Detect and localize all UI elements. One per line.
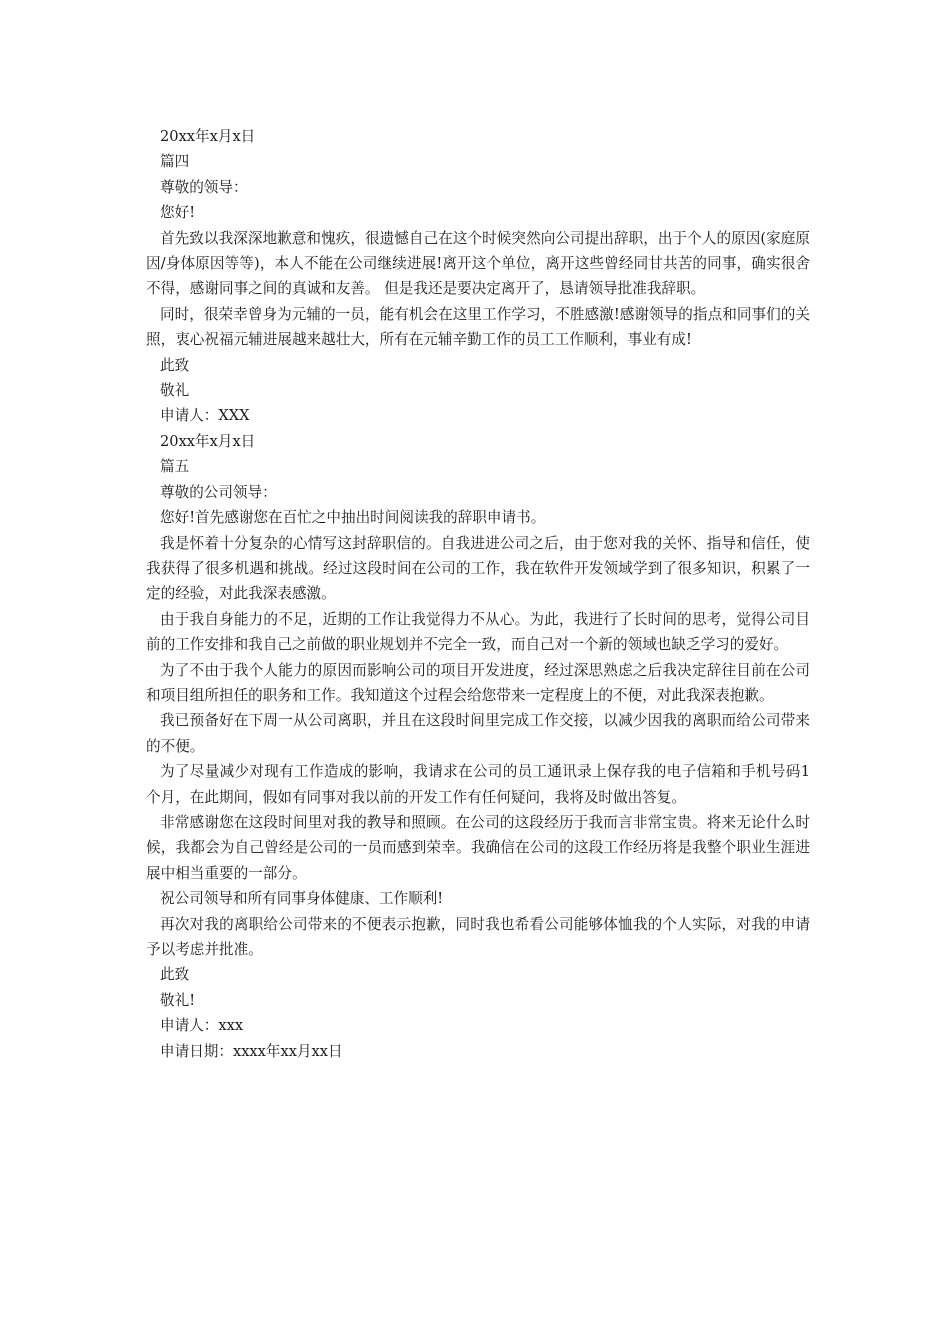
date-line: 20xx年x月x日 (160, 128, 256, 145)
paragraph: 我是怀着十分复杂的心情写这封辞职信的。自我进进公司之后，由于您对我的关怀、指导和信任，使我获得了很多机遇和挑战。经过这段时间在公司的工作，我在软件开发领域学到了很多知识，积累了一定的经验，对此我深表感激。 (146, 534, 810, 603)
section-heading: 篇五 (160, 458, 190, 476)
document-body (146, 124, 810, 1064)
paragraph: 再次对我的离职给公司带来的不便表示抱歉，同时我也希看公司能够体恤我的个人实际，对我的申请予以考虑并批准。 (146, 915, 810, 958)
closing: 敬礼 (160, 382, 190, 400)
date-line: 20xx年x月x日 (160, 432, 256, 450)
salutation: 尊敬的公司领导： (160, 483, 277, 501)
applicant-line: 申请人：xxx (160, 1017, 244, 1035)
closing: 此致 (160, 966, 190, 984)
paragraph: 首先致以我深深地歉意和愧疚，很遗憾自己在这个时候突然向公司提出辞职，出于个人的原因(家庭原因/身体原因等等)，本人不能在公司继续进展!离开这个单位，离开这些曾经同甘共苦的同事，确实很舍不得，感谢同事之间的真诚和友善。 但是我还是要决定离开了，恳请领导批准我辞职。 (146, 229, 810, 298)
greeting: 您好!首先感谢您在百忙之中抽出时间阅读我的辞职申请书。 (160, 509, 546, 527)
paragraph: 为了不由于我个人能力的原因而影响公司的项目开发进度，经过深思熟虑之后我决定辞往目前在公司和项目组所担任的职务和工作。我知道这个过程会给您带来一定程度上的不便，对此我深表抱歉。 (146, 661, 810, 704)
paragraph: 我已预备好在下周一从公司离职，并且在这段时间里完成工作交接，以减少因我的离职而给公司带来的不便。 (146, 712, 810, 755)
paragraph: 由于我自身能力的不足，近期的工作让我觉得力不从心。为此，我进行了长时间的思考，觉得公司目前的工作安排和我自己之前做的职业规划并不完全一致，而自己对一个新的领域也缺乏学习的爱好。 (146, 610, 810, 654)
application-date: 申请日期：xxxx年xx月xx日 (160, 1042, 343, 1060)
paragraph: 非常感谢您在这段时间里对我的教导和照顾。在公司的这段经历于我而言非常宝贵。将来无论什么时候，我都会为自己曾经是公司的一员而感到荣幸。我确信在公司的这段工作经历将是我整个职业生涯进展中相当重要的一部分。 (146, 813, 810, 882)
paragraph: 同时，很荣幸曾身为元辅的一员，能有机会在这里工作学习，不胜感激!感谢领导的指点和同事们的关照，衷心祝福元辅进展越来越壮大，所有在元辅辛勤工作的员工工作顺利，事业有成! (146, 305, 810, 349)
greeting: 您好! (160, 204, 196, 222)
salutation: 尊敬的领导： (160, 178, 248, 196)
paragraph: 为了尽量减少对现有工作造成的影响，我请求在公司的员工通讯录上保存我的电子信箱和手机号码1个月，在此期间，假如有同事对我以前的开发工作有任何疑问，我将及时做出答复。 (146, 763, 810, 806)
closing: 此致 (160, 356, 190, 374)
paragraph: 祝公司领导和所有同事身体健康、工作顺利! (160, 890, 444, 908)
applicant-line: 申请人：XXX (160, 407, 250, 425)
section-heading: 篇四 (160, 153, 190, 171)
closing: 敬礼! (160, 991, 196, 1009)
